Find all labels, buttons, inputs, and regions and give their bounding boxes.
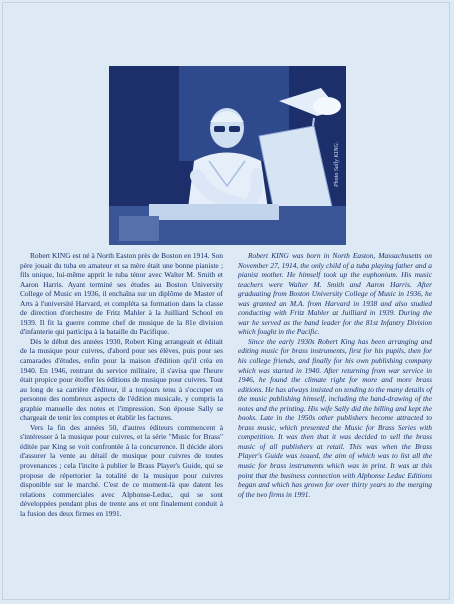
french-paragraph-1: Robert KING est né à North Easton près de Boston en 1914. Son père jouait du tuba en amateur et sa mère était une bonne pianiste ; fils unique, lui-même apprit le tuba ténor avec Walter M. Smith et Aaron Harris. Ayant terminé ses études au Boston University College of Music en 1936, il enchaîna sur un diplôme de Master of Arts à l'université Harvard, et compléta sa formation dans la classe de direction d'orchestre de Fritz Mahler à la Juilliard School en 1939. Il fit la guerre comme chef de musique de la 81e division d'infanterie qui participa à la bataille du Pacifique. bbox=[20, 251, 223, 337]
photo-credit: Photo Sally KING. bbox=[334, 141, 340, 187]
english-paragraph-1: Robert KING was born in North Easton, Massachusetts on November 27, 1914, the only child of a tuba playing father and a pianist mother. He himself took up the euphonium. His music teachers were Walter M. Smith and Aaron Harris. After graduating from Boston University College of Music in 1936, he was granted an M.A. from Harvard in 1938 and also studied conducting with Fritz Mahler at Juilliard in 1939. During the war he served as the band leader for the 81st Infantry Division which fought in the Pacific. bbox=[238, 251, 432, 337]
english-paragraph-2: Since the early 1930s Robert King has been arranging and editing music for brass instruments, first for his pupils, then for his college friends, and finally for his own publishing company which was started in 1940. After returning from war service in 1946, he found the climate right for more and more brass editions. He has always insisted on tending to the many details of the music publishing himself, including the hand-drawing of the notes and the printing. His wife Sally did the billing and kept the books. Late in the 1950s other publishers become attracted to brass music, which presented the Music for Brass Series with competition. It was then that it was decided to sell the brass music of all publishers at retail. This was when the Brass Player's Guide was issued, the aim of which was to list all the music for brass instruments which was in print. It was at this point that the business connection with Alphonse Leduc Editions began and which has grown for over thirty years to the merging of the two firms in 1991. bbox=[238, 336, 432, 499]
portrait-photo bbox=[109, 66, 346, 245]
french-paragraph-3: Vers la fin des années 50, d'autres éditeurs commencent à s'intéresser à la musique pour cuivres, et la série "Music for Brass" éditée par King se voit confrontée à la concurrence. Il décide alors d'assurer la vente au détail de musique pour cuivres de toutes provenances ; cela l'incite à publier le Brass Player's Guide, qui se propose de répertorier la totalité de la musique pour cuivres disponible sur le marché. C'est de ce moment-là que datent les relations commerciales avec Alphonse-Leduc, qui se sont développées pendant plus de trente ans et ont finalement conduit à la fusion des deux firmes en 1991. bbox=[20, 422, 223, 518]
english-column bbox=[238, 251, 432, 499]
portrait-illustration bbox=[109, 66, 346, 245]
french-paragraph-2: Dès le début des années 1930, Robert King arrangeait et éditait de la musique pour cuivres, d'abord pour ses élèves, puis pour ses camarades d'études, enfin pour la maison d'édition qu'il créa en 1940. En 1946, rentrant du service militaire, il s'avisa que l'heure était propice pour étoffer les éditions de musique pour cuivres. Tout au long de sa carrière d'éditeur, il a toujours tenu à s'occuper en personne des nombreux aspects de l'édition musicale, y compris la graphie manuelle des notes et l'impression. Son épouse Sally se chargeait de tenir les comptes et établir les factures. bbox=[20, 336, 223, 423]
french-column bbox=[20, 251, 223, 518]
